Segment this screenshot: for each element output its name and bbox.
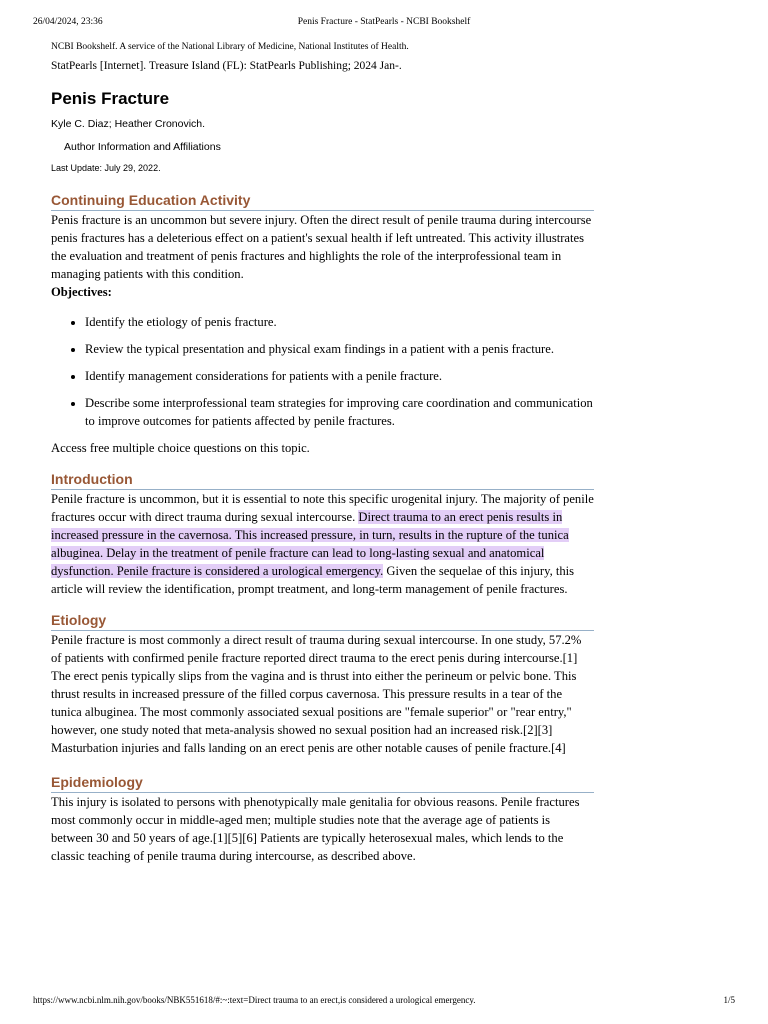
section-heading-etiology: Etiology: [51, 611, 594, 631]
objective-item: • Describe some interprofessional team strategies for improving care coordination and communication to improve outcomes for patients affected by penile fractures.: [85, 394, 594, 430]
print-page-title: Penis Fracture - StatPearls - NCBI Bookshelf: [297, 17, 471, 27]
continuing-education-paragraph: Penis fracture is an uncommon but severe injury. Often the direct result of penile trauma during intercourse penis fractures has a deleterious effect on a patient's sexual health if left untreated. This activity illustrates the evaluation and treatment of penis fractures and highlights the role of the interprofessional team in managing patients with this condition.: [51, 213, 592, 281]
page-title: Penis Fracture: [51, 89, 170, 108]
print-footer: [33, 995, 735, 1009]
objectives-label: Objectives:: [51, 285, 112, 299]
introduction-text-after: Given the sequelae of this injury, this article will review the identification, prompt treatment, and long-term management of penile fractures.: [51, 564, 575, 596]
print-timestamp: 26/04/2024, 23:36: [33, 17, 103, 27]
bookshelf-source-line: NCBI Bookshelf. A service of the National Library of Medicine, National Institutes of Health.: [51, 42, 409, 52]
epidemiology-paragraph: This injury is isolated to persons with phenotypically male genitalia for obvious reasons. Penile fractures most commonly occur in middle-aged men; multiple studies note that the average age of patients is between 30 and 50 years of age.[1][5][6] Patients are typically heterosexual males, which lends to the classic teaching of penile trauma during intercourse, as described above.: [51, 795, 580, 863]
etiology-paragraph: Penile fracture is most commonly a direct result of trauma during sexual intercourse. In one study, 57.2% of patients with confirmed penile fracture reported direct trauma to the erect penis during intercourse.[1] The erect penis typically slips from the vagina and is thrust into either the perineum or pelvic bone. This thrust results in increased pressure of the filled corpus cavernosa. This pressure results in a tear of the tunica albuginea. The most commonly associated sexual positions are "female superior" or "rear entry," however, one study noted that meta-analysis showed no sexual position had an increased risk.[2][3] Masturbation injuries and falls landing on an erect penis are other notable causes of penile fracture.[4]: [51, 633, 582, 755]
author-list: Kyle C. Diaz; Heather Cronovich.: [51, 118, 206, 130]
mcq-link[interactable]: Access free multiple choice questions on this topic.: [51, 441, 310, 455]
section-heading-introduction: Introduction: [51, 470, 594, 490]
print-url: https://www.ncbi.nlm.nih.gov/books/NBK551618/#:~:text=Direct trauma to an erect,is considered a urological emergency.: [33, 995, 476, 1005]
last-update-date: Last Update: July 29, 2022.: [51, 163, 161, 173]
objectives-list: [51, 313, 594, 430]
introduction-text-before: Penile fracture is uncommon, but it is essential to note this specific urogenital injury. The majority of penile fractures occur with direct trauma during sexual intercourse.: [51, 492, 594, 524]
objective-item: • Identify management considerations for patients with a penile fracture.: [85, 367, 594, 385]
article-content: [51, 40, 594, 865]
introduction-paragraph: [51, 490, 594, 598]
objective-item: • Identify the etiology of penis fracture.: [85, 313, 594, 331]
section-heading-continuing-education: Continuing Education Activity: [51, 191, 594, 211]
objective-item: • Review the typical presentation and physical exam findings in a patient with a penis fracture.: [85, 340, 594, 358]
highlighted-text-fragment: Direct trauma to an erect penis results in increased pressure in the cavernosa. This increased pressure, in turn, results in the rupture of the tunica albuginea. Delay in the treatment of penile fracture can lead to long-lasting sexual and anatomical dysfunction. Penile fracture is considered a urological emergency.: [51, 510, 569, 578]
page-number: 1/5: [723, 995, 735, 1005]
citation-line: StatPearls [Internet]. Treasure Island (FL): StatPearls Publishing; 2024 Jan-.: [51, 60, 402, 72]
author-affiliations-link[interactable]: Author Information and Affiliations: [64, 141, 221, 153]
section-heading-epidemiology: Epidemiology: [51, 773, 594, 793]
print-header: [33, 17, 735, 31]
